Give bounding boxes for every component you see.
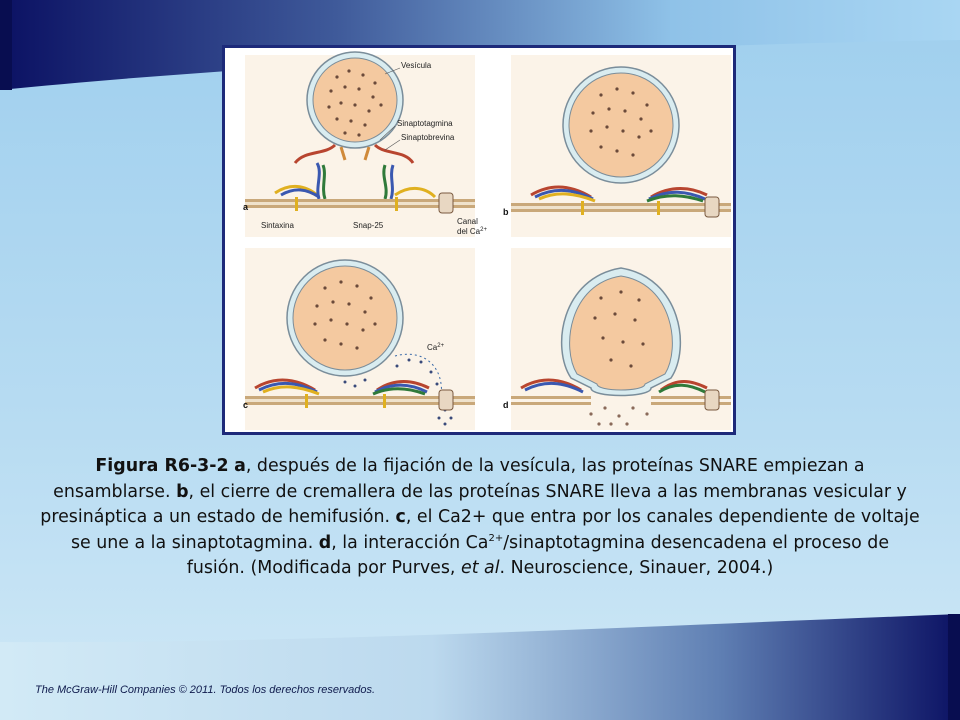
panel-d bbox=[503, 248, 731, 430]
figure-caption bbox=[40, 454, 920, 582]
caption-d-text-2: /sinaptotagmina desencadena el proceso de fusión. (Modificada por Purves, bbox=[186, 532, 890, 578]
label-ca: $Ca^{2+}$ bbox=[427, 343, 445, 352]
caption-etal: et al bbox=[461, 558, 500, 578]
caption-a-letter: a bbox=[234, 456, 246, 476]
label-sinaptotagmina: Sinaptotagmina bbox=[397, 119, 453, 128]
footer-copyright: The McGraw-Hill Companies © 2011. Todos los derechos reservados. bbox=[35, 684, 376, 696]
caption-c-letter: c bbox=[395, 507, 406, 527]
caption-d-text-1: , la interacción Ca bbox=[331, 532, 489, 553]
caption-b-text: , el cierre de cremallera de las proteínas SNARE lleva a las membranas vesicular y presináptica a un estado de hemifusión. bbox=[40, 481, 907, 527]
caption-c-text: , el Ca2+ que entra por los canales dependiente de voltaje se une a la sinaptotagmina. bbox=[70, 507, 920, 553]
bottom-banner bbox=[0, 614, 960, 720]
panel-label-d: d bbox=[503, 400, 509, 410]
label-canal-line2: del $Ca^{2+}$ bbox=[457, 227, 487, 236]
label-sintaxina: Sintaxina bbox=[261, 221, 294, 230]
caption-d-sup: 2+ bbox=[488, 532, 504, 544]
caption-title: Figura R6-3-2 bbox=[95, 456, 229, 476]
caption-d-letter: d bbox=[318, 532, 332, 553]
caption-b-letter: b bbox=[176, 481, 189, 502]
label-canal-line1: Canal bbox=[457, 217, 478, 226]
label-snap25: Snap-25 bbox=[353, 221, 384, 230]
panel-c bbox=[245, 248, 475, 430]
panel-label-a: a bbox=[243, 202, 249, 212]
panel-b bbox=[503, 55, 731, 237]
caption-d-text-3: . Neuroscience, Sinauer, 2004.) bbox=[499, 558, 774, 578]
label-sinaptobrevina: Sinaptobrevina bbox=[401, 133, 455, 142]
caption-a-text: , después de la fijación de la vesícula, las proteínas SNARE empiezan a ensamblarse. bbox=[53, 456, 865, 502]
figure-frame bbox=[222, 45, 736, 435]
panel-label-c: c bbox=[243, 400, 249, 410]
label-vesicula: Vesícula bbox=[401, 61, 432, 70]
panel-label-b: b bbox=[503, 207, 509, 217]
